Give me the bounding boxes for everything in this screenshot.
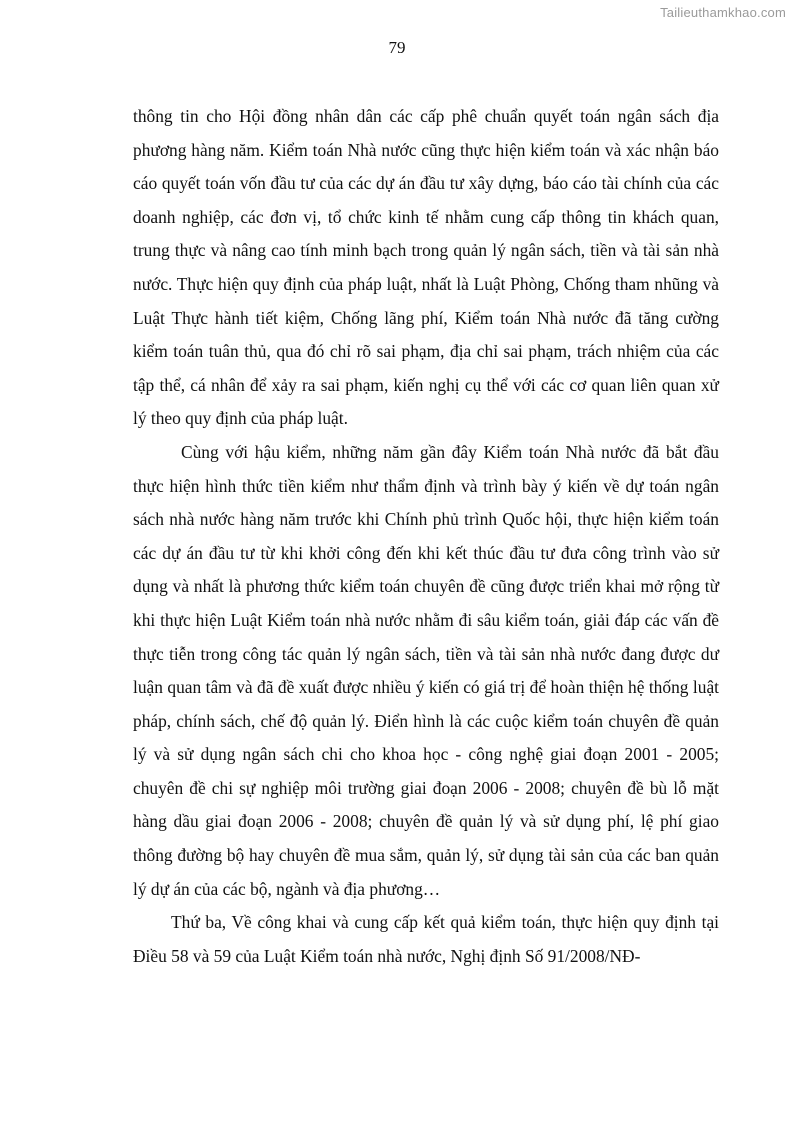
document-body bbox=[133, 100, 719, 973]
paragraph-continuation: thông tin cho Hội đồng nhân dân các cấp phê chuẩn quyết toán ngân sách địa phương hàng năm. Kiểm toán Nhà nước cũng thực hiện kiểm toán và xác nhận báo cáo quyết toán vốn đầu tư của các dự án đầu tư xây dựng, báo cáo tài chính của các doanh nghiệp, các đơn vị, tổ chức kinh tế nhằm cung cấp thông tin khách quan, trung thực và nâng cao tính minh bạch trong quản lý ngân sách, tiền và tài sản nhà nước. Thực hiện quy định của pháp luật, nhất là Luật Phòng, Chống tham nhũng và Luật Thực hành tiết kiệm, Chống lãng phí, Kiểm toán Nhà nước đã tăng cường kiểm toán tuân thủ, qua đó chỉ rõ sai phạm, địa chỉ sai phạm, trách nhiệm của các tập thể, cá nhân để xảy ra sai phạm, kiến nghị cụ thể với các cơ quan liên quan xử lý theo quy định của pháp luật. bbox=[133, 106, 719, 429]
page-number: 79 bbox=[388, 38, 406, 57]
watermark: Tailieuthamkhao.com bbox=[660, 5, 786, 20]
paragraph-post-audit: Cùng với hậu kiểm, những năm gần đây Kiểm toán Nhà nước đã bắt đầu thực hiện hình thức tiền kiểm như thẩm định và trình bày ý kiến về dự toán ngân sách nhà nước hàng năm trước khi Chính phủ trình Quốc hội, thực hiện kiểm toán các dự án đầu tư từ khi khởi công đến khi kết thúc đầu tư đưa công trình vào sử dụng và nhất là phương thức kiểm toán chuyên đề cũng được triển khai mở rộng từ khi thực hiện Luật Kiểm toán nhà nước nhằm đi sâu kiểm toán, giải đáp các vấn đề thực tiễn trong công tác quản lý ngân sách, tiền và tài sản nhà nước đang được dư luận quan tâm và đã đề xuất được nhiều ý kiến có giá trị để hoàn thiện hệ thống luật pháp, chính sách, chế độ quản lý. Điển hình là các cuộc kiểm toán chuyên đề quản lý và sử dụng ngân sách chi cho khoa học - công nghệ giai đoạn 2001 - 2005; chuyên đề chi sự nghiệp môi trường giai đoạn 2006 - 2008; chuyên đề bù lỗ mặt hàng dầu giai đoạn 2006 - 2008; chuyên đề quản lý và sử dụng phí, lệ phí giao thông đường bộ hay chuyên đề mua sắm, quản lý, sử dụng tài sản của các ban quản lý dự án của các bộ, ngành và địa phương… bbox=[133, 441, 719, 899]
paragraph-third-point: Thứ ba, Về công khai và cung cấp kết quả kiểm toán, thực hiện quy định tại Điều 58 và 59 của Luật Kiểm toán nhà nước, Nghị định Số 91/2008/NĐ- bbox=[133, 912, 719, 966]
